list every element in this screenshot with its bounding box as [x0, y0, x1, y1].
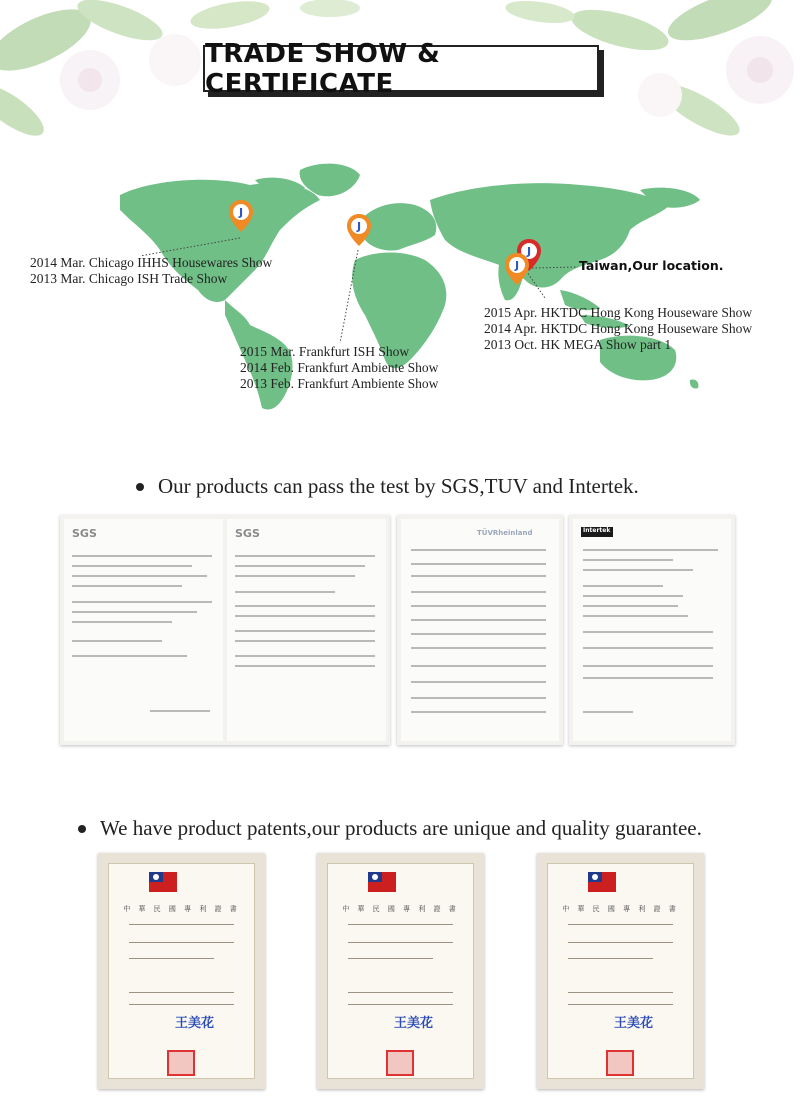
certificate-signature: 王美花	[394, 1016, 434, 1031]
intertek-test-report	[569, 515, 735, 745]
frankfurt-show-list	[240, 344, 438, 392]
certificate-heading: 中 華 民 國 專 利 證 書	[342, 905, 459, 913]
certificate-paper	[547, 863, 694, 1079]
hongkong-location-pin-icon	[504, 252, 530, 286]
certificate-signature: 王美花	[175, 1016, 215, 1031]
bullet-icon	[136, 483, 144, 491]
report-page	[64, 519, 223, 741]
svg-text:J: J	[526, 245, 532, 258]
show-item: 2014 Feb. Frankfurt Ambiente Show	[240, 360, 439, 375]
taiwan-location-label: Taiwan,Our location.	[579, 258, 724, 273]
certificate-paper	[327, 863, 474, 1079]
tests-statement	[136, 474, 639, 499]
tuv-test-report	[397, 515, 563, 745]
hongkong-show-list	[484, 305, 752, 353]
show-item: 2014 Mar. Chicago IHHS Housewares Show	[30, 255, 273, 270]
patents-statement	[78, 816, 702, 841]
sgs-logo: SGS	[72, 527, 97, 540]
svg-text:J: J	[238, 206, 244, 219]
show-item: 2013 Feb. Frankfurt Ambiente Show	[240, 376, 439, 391]
certificate-heading: 中 華 民 國 專 利 證 書	[123, 905, 240, 913]
patent-certificate	[317, 853, 484, 1089]
intertek-logo: Intertek	[583, 527, 611, 534]
flag-icon	[588, 872, 616, 892]
page-title-box	[203, 38, 599, 99]
official-seal-icon	[386, 1050, 414, 1076]
certificate-paper	[108, 863, 255, 1079]
tuv-logo: TÜVRheinland	[477, 529, 533, 537]
flag-icon	[368, 872, 396, 892]
chicago-location-pin-icon	[228, 199, 254, 233]
patents-statement-text: We have product patents,our products are unique and quality guarantee.	[100, 816, 702, 840]
sgs-test-report	[60, 515, 390, 745]
show-item: 2013 Mar. Chicago ISH Trade Show	[30, 271, 228, 286]
report-page	[401, 519, 559, 741]
certificate-signature: 王美花	[614, 1016, 654, 1031]
show-item: 2015 Mar. Frankfurt ISH Show	[240, 344, 410, 359]
official-seal-icon	[167, 1050, 195, 1076]
certificate-heading: 中 華 民 國 專 利 證 書	[562, 905, 679, 913]
sgs-logo: SGS	[235, 527, 260, 540]
page-title: TRADE SHOW & CERTIFICATE	[205, 38, 441, 99]
tests-statement-text: Our products can pass the test by SGS,TUV and Intertek.	[158, 474, 639, 498]
chicago-show-list	[30, 255, 272, 287]
report-page	[573, 519, 731, 741]
show-item: 2013 Oct. HK MEGA Show part 1	[484, 337, 672, 352]
show-item: 2014 Apr. HKTDC Hong Kong Houseware Show	[484, 321, 753, 336]
svg-text:J: J	[514, 259, 520, 272]
show-item: 2015 Apr. HKTDC Hong Kong Houseware Show	[484, 305, 753, 320]
frankfurt-location-pin-icon	[346, 213, 372, 247]
patent-certificate	[98, 853, 265, 1089]
patent-certificate	[537, 853, 704, 1089]
bullet-icon	[78, 825, 86, 833]
svg-text:J: J	[356, 220, 362, 233]
flag-icon	[149, 872, 177, 892]
official-seal-icon	[606, 1050, 634, 1076]
